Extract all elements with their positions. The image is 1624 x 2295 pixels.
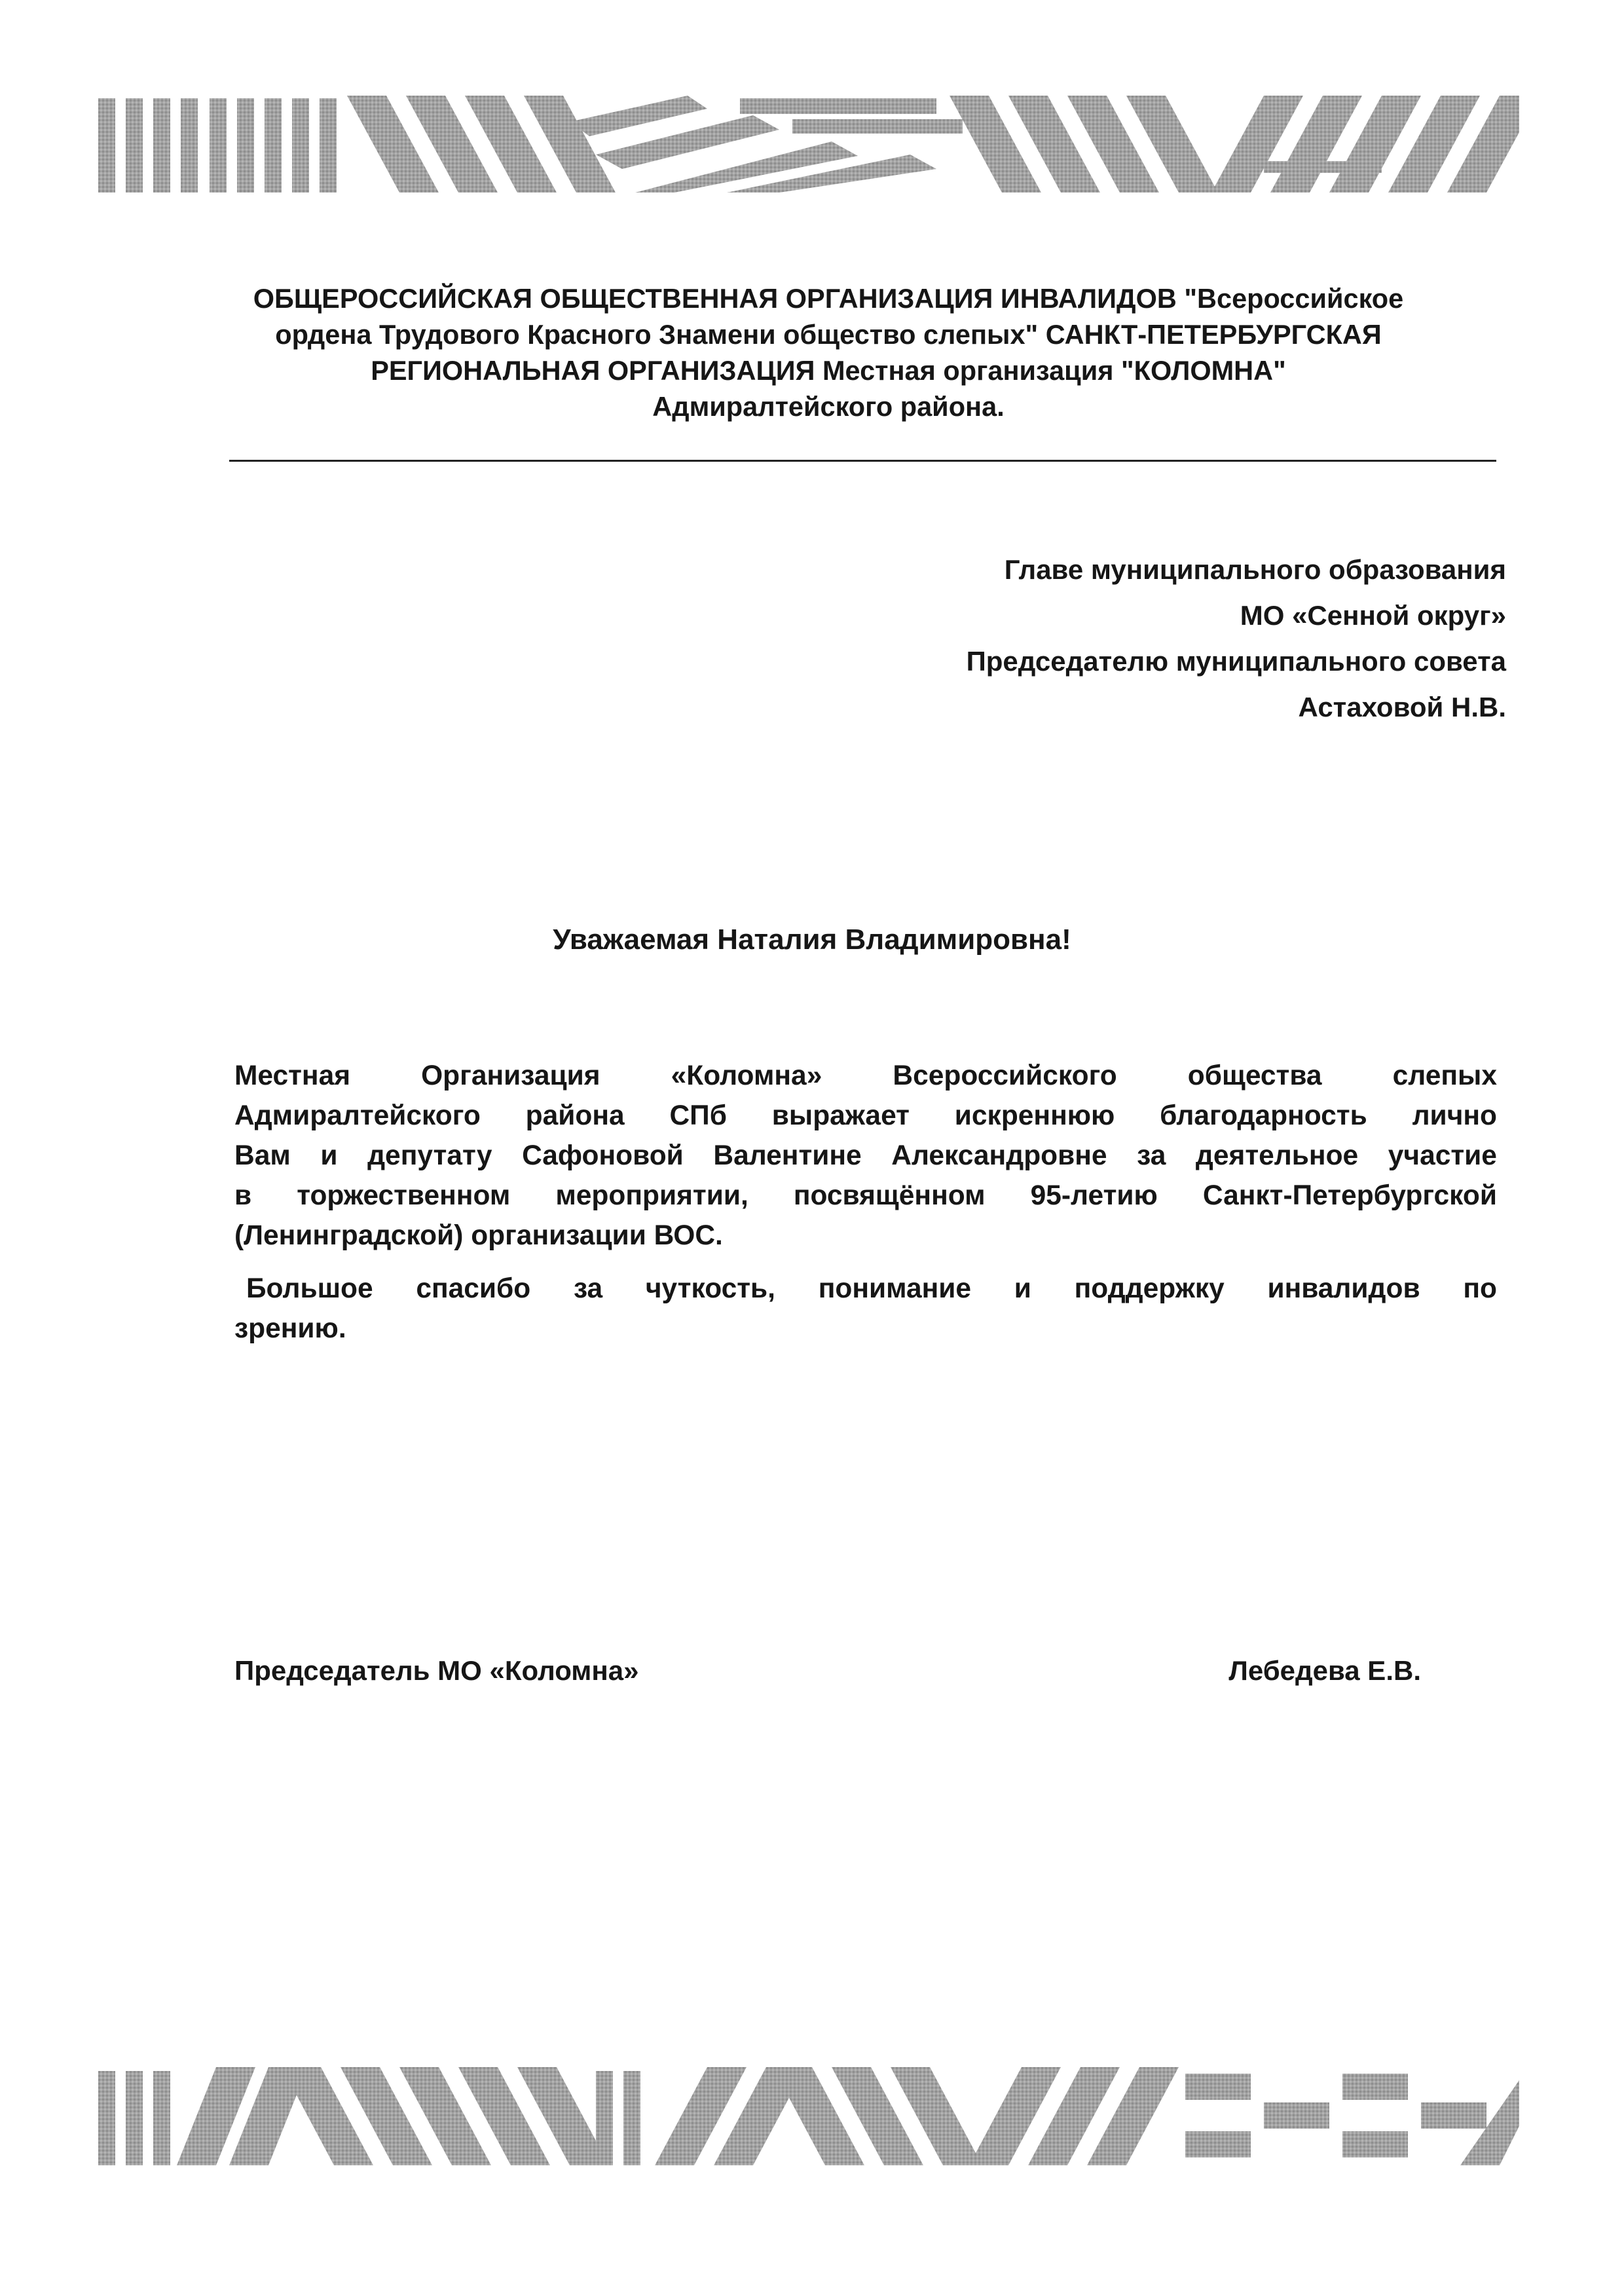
body-word: участие (1388, 1140, 1497, 1171)
body-word: депутату (367, 1140, 492, 1171)
signature-title: Председатель МО «Коломна» (234, 1655, 639, 1686)
addressee-line: Председателю муниципального совета (966, 646, 1506, 677)
body-word: посвящённом (793, 1180, 986, 1211)
body-word: Адмиралтейского (234, 1100, 481, 1131)
body-word: района (525, 1100, 625, 1131)
body-word: по (1463, 1273, 1497, 1304)
body-word: Всероссийского (893, 1060, 1117, 1091)
body-word: инвалидов (1267, 1273, 1420, 1304)
letterhead-line: Адмиралтейского района. (652, 391, 1005, 422)
body-word: Санкт-Петербургской (1202, 1180, 1497, 1211)
organization-letterhead (223, 280, 1434, 424)
body-word: лично (1412, 1100, 1497, 1131)
body-word: выражает (771, 1100, 910, 1131)
body-word: Вам (234, 1140, 291, 1171)
body-word: поддержку (1074, 1273, 1225, 1304)
body-word: 95-летию (1030, 1180, 1158, 1211)
body-line (234, 1096, 1497, 1136)
body-word: СПб (669, 1100, 727, 1131)
body-word: за (1137, 1140, 1166, 1171)
body-word: общества (1187, 1060, 1322, 1091)
addressee-line: Главе муниципального образования (1004, 554, 1506, 585)
body-word: Местная (234, 1060, 351, 1091)
addressee-block (967, 547, 1506, 730)
stripe-pattern-icon (98, 2067, 1519, 2169)
letterhead-line: ОБЩЕРОССИЙСКАЯ ОБЩЕСТВЕННАЯ ОРГАНИЗАЦИЯ ИНВАЛИДОВ "Всероссийское (253, 283, 1404, 314)
body-line: зрению. (234, 1313, 346, 1344)
addressee-line: Астаховой Н.В. (1298, 692, 1506, 722)
body-line (234, 1269, 1497, 1309)
body-word: торжественном (297, 1180, 511, 1211)
body-word: спасибо (416, 1273, 531, 1304)
salutation: Уважаемая Наталия Владимировна! (553, 924, 1071, 956)
footer-decorative-band (98, 2067, 1519, 2169)
body-word: чуткость, (645, 1273, 775, 1304)
letterhead-divider (229, 460, 1496, 462)
signature-name: Лебедева Е.В. (1228, 1655, 1421, 1686)
letterhead-line: ордена Трудового Красного Знамени общество слепых" САНКТ-ПЕТЕРБУРГСКАЯ (275, 319, 1382, 350)
letter-body (234, 1056, 1497, 1349)
paragraph-2 (234, 1269, 1497, 1349)
body-word: за (573, 1273, 603, 1304)
header-decorative-band (98, 96, 1519, 195)
addressee-line: МО «Сенной округ» (1240, 600, 1506, 631)
body-word: искреннюю (954, 1100, 1115, 1131)
body-line (234, 1136, 1497, 1176)
body-line (234, 1176, 1497, 1216)
letterhead-line: РЕГИОНАЛЬНАЯ ОРГАНИЗАЦИЯ Местная организация "КОЛОМНА" (371, 355, 1286, 386)
body-word: Валентине (713, 1140, 862, 1171)
stripe-pattern-icon (98, 96, 1519, 195)
body-word: Александровне (891, 1140, 1107, 1171)
body-word: деятельное (1195, 1140, 1359, 1171)
body-line (234, 1056, 1497, 1096)
body-word: понимание (818, 1273, 972, 1304)
body-word: и (1014, 1273, 1031, 1304)
body-word: мероприятии, (555, 1180, 748, 1211)
body-word: и (320, 1140, 338, 1171)
body-line: (Ленинградской) организации ВОС. (234, 1220, 723, 1251)
body-word: Большое (246, 1273, 373, 1304)
body-word: «Коломна» (671, 1060, 822, 1091)
body-word: благодарность (1160, 1100, 1367, 1131)
body-word: в (234, 1180, 252, 1211)
paragraph-1 (234, 1056, 1497, 1256)
body-word: Организация (421, 1060, 600, 1091)
body-word: слепых (1392, 1060, 1497, 1091)
body-word: Сафоновой (522, 1140, 684, 1171)
